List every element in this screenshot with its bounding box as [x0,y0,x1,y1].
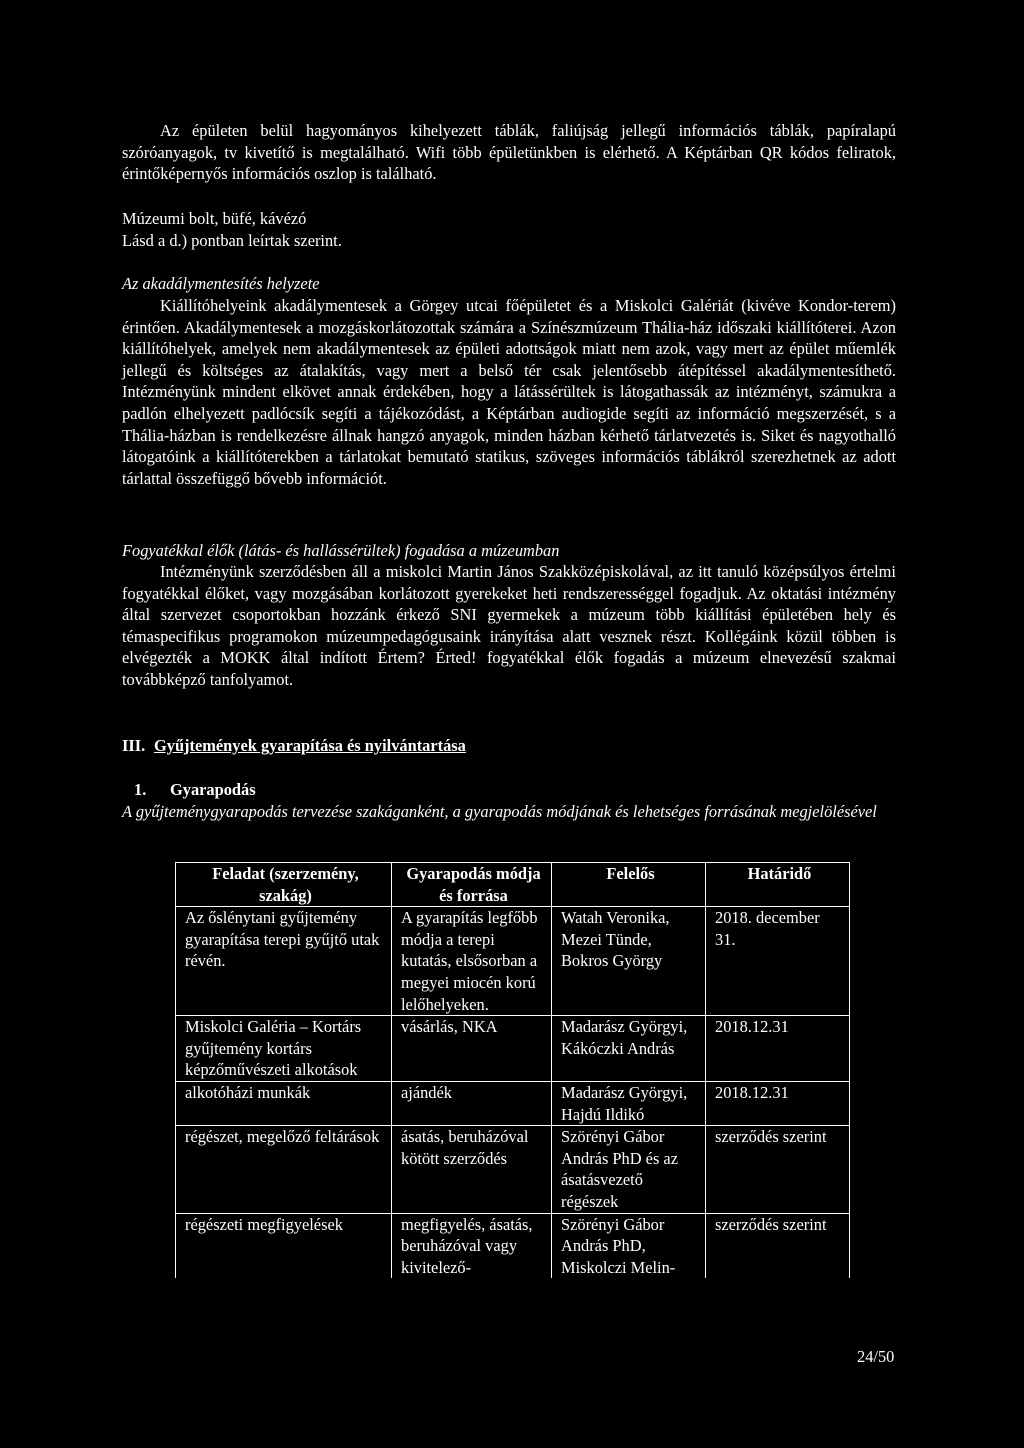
header-method: Gyarapodás módja és forrása [392,863,552,907]
cell-method: A gyarapítás legfőbb módja a terepi kutatás, elsősorban a megyei miocén korú lelőhelyeken. [392,907,552,1016]
cell-responsible: Szörényi Gábor András PhD és az ásatásvezető régészek [552,1126,706,1213]
section-title: Gyűjtemények gyarapítása és nyilvántartása [154,736,466,755]
shop-text: Lásd a d.) pontban leírtak szerint. [122,231,342,250]
header-responsible: Felelős [552,863,706,907]
cell-deadline: 2018. december 31. [706,907,850,1016]
cell-deadline: 2018.12.31 [706,1081,850,1125]
cell-task: Az őslénytani gyűjtemény gyarapítása terepi gyűjtő utak révén. [176,907,392,1016]
accessibility-paragraph: Kiállítóhelyeink akadálymentesek a Görgey utcai főépületet és a Miskolci Galériát (kivéve Kondor-terem) érintően. Akadálymentesek a mozgáskorlátozottak számára a Színészmúzeum Thália-ház időszaki kiállítóterei. Azon kiállítóhelyek, amelyek nem akadálymentesek az épületi adottságok miatt nem azok, vagy mert az épület műemlék jellegű és költséges az átalakítás, vagy mert a belső tér csak jelentősebb átépítéssel akadálymentesíthető. Intézményünk mindent elkövet annak érdekében, hogy a látássérültek is látogathassák az intézményt, számukra a padlón elhelyezett padlócsík segíti a tájékozódást, a Képtárban audiogide segíti az információ megszerzését, s a Thália-házban is rendelkezésre állnak hangzó anyagok, minden házban kérhető tárlatvezetés is. Siket és nagyothalló látogatóink a kiállítóterekben a tárlatokat bemutató statikus, szöveges információs táblákról szerezhetnek az adott tárlattal összefüggő bővebb információt. [122,296,896,488]
cell-responsible: Watah Veronika, Mezei Tünde, Bokros György [552,907,706,1016]
section-heading [122,735,466,757]
cell-method: ásatás, beruházóval kötött szerződés [392,1126,552,1213]
cell-method: ajándék [392,1081,552,1125]
subsection-heading [134,779,256,801]
cell-task: Miskolci Galéria – Kortárs gyűjtemény kortárs képzőművészeti alkotások [176,1016,392,1082]
table-row [176,1213,850,1278]
subsection-number: 1. [134,780,147,799]
cell-deadline: szerződés szerint [706,1213,850,1278]
subsection-title: Gyarapodás [170,780,256,799]
cell-deadline: 2018.12.31 [706,1016,850,1082]
cell-deadline: szerződés szerint [706,1126,850,1213]
table-row [176,1016,850,1082]
disability-paragraph: Intézményünk szerződésben áll a miskolci Martin János Szakközépiskolával, az itt tanuló középsúlyos értelmi fogyatékkal élőket, vagy mozgásában korlátozott gyerekeket heti rendszerességgel fogadjuk. Az oktatási intézmény által szervezet csoportokban hozzánk érkező SNI gyermekek a múzeum több kiállítási épületében hely és témaspecifikus programokon múzeumpedagógusaink irányítása alatt vesznek részt. Kollégáink közül többen is elvégezték a MOKK által indított Értem? Érted! fogyatékkal élők fogadás a múzeum elnevezésű szakmai továbbképző tanfolyamot. [122,562,896,689]
cell-task: régészeti megfigyelések [176,1213,392,1278]
subsection-description: A gyűjteménygyarapodás tervezése szakáganként, a gyarapodás módjának és lehetséges forrásának megjelölésével [122,802,877,821]
header-deadline: Határidő [706,863,850,907]
shop-heading: Múzeumi bolt, büfé, kávézó [122,209,307,228]
table-row [176,907,850,1016]
disability-heading: Fogyatékkal élők (látás- és hallássérültek) fogadása a múzeumban [122,541,560,560]
table-row [176,1081,850,1125]
cell-task: alkotóházi munkák [176,1081,392,1125]
intro-paragraph: Az épületen belül hagyományos kihelyezett táblák, faliújság jellegű információs táblák, papíralapú szóróanyagok, tv kivetítő is megtalálható. Wifi több épületünkben is elérhető. A Képtárban QR kódos feliratok, érintőképernyős információs oszlop is található. [122,121,896,184]
accessibility-heading: Az akadálymentesítés helyzete [122,274,320,293]
header-task: Feladat (szerzemény, szakág) [176,863,392,907]
cell-responsible: Madarász Györgyi, Hajdú Ildikó [552,1081,706,1125]
cell-responsible: Madarász Györgyi, Kákóczki András [552,1016,706,1082]
page-number: 24/50 [857,1347,895,1366]
cell-responsible: Szörényi Gábor András PhD, Miskolczi Melin- [552,1213,706,1278]
table-row [176,1126,850,1213]
table-header-row [176,863,850,907]
acquisition-table [175,862,850,1278]
cell-method: megfigyelés, ásatás, beruházóval vagy kivitelező- [392,1213,552,1278]
cell-task: régészet, megelőző feltárások [176,1126,392,1213]
section-numeral: III. [122,736,146,755]
cell-method: vásárlás, NKA [392,1016,552,1082]
